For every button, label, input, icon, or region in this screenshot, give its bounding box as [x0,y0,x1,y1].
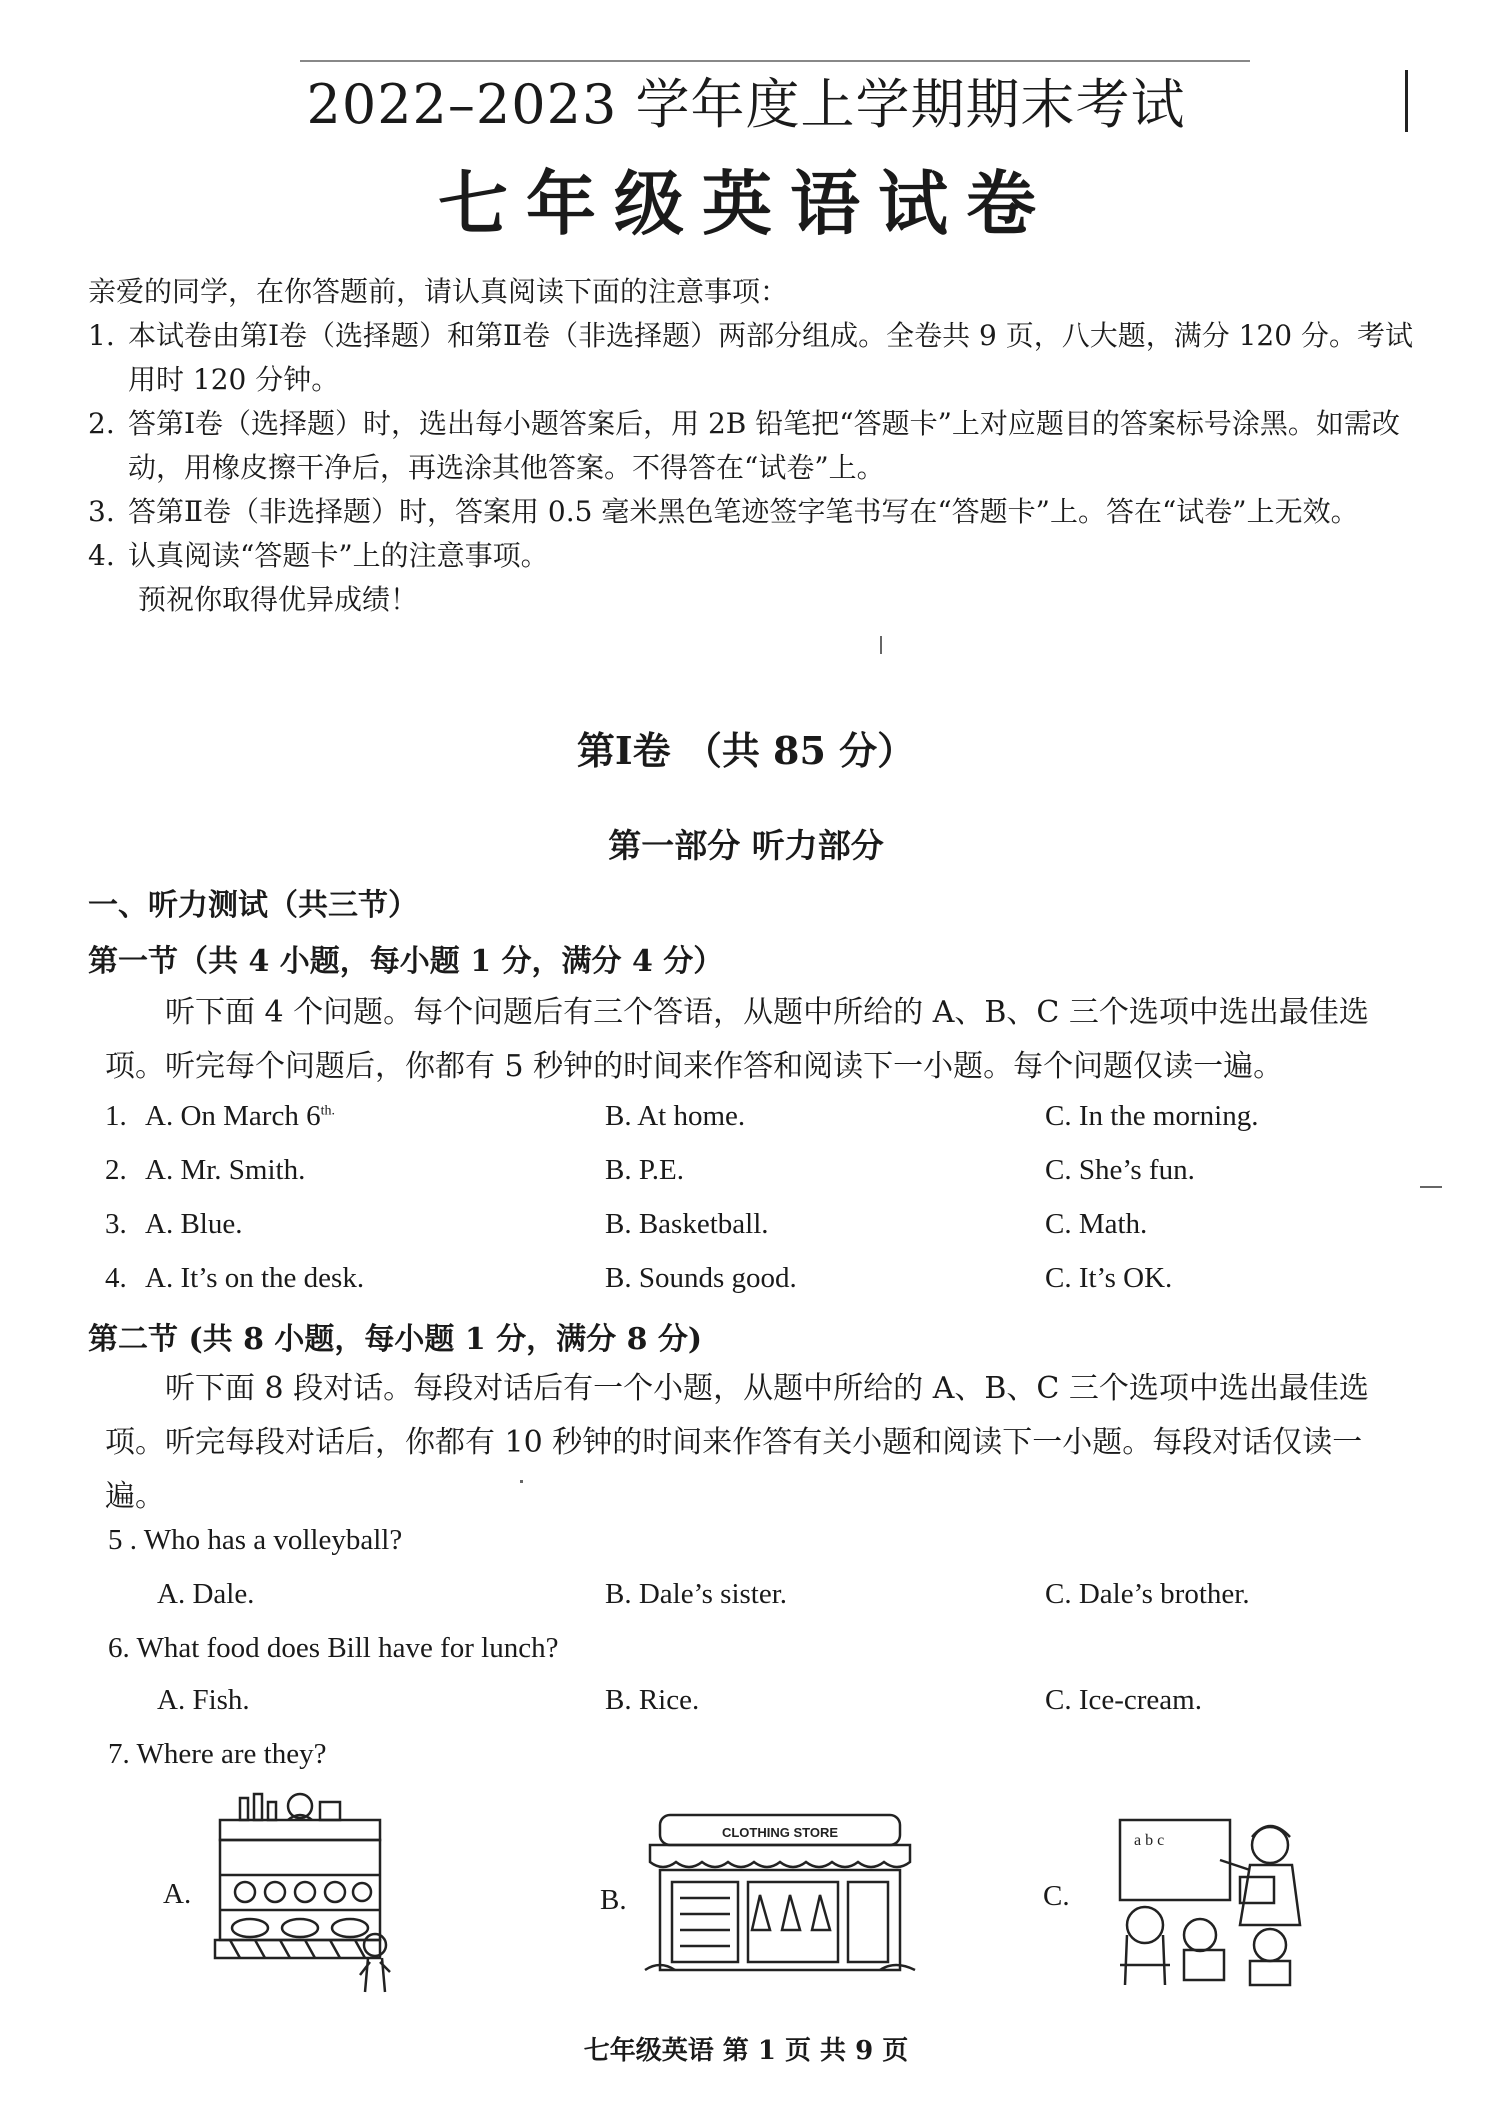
question-7-stem: 7. Where are they? [108,1738,327,1770]
notice-block [88,270,1418,622]
picture-label-b[interactable]: B. [600,1884,627,1916]
exam-year-title: 2022–2023 学年度上学期期末考试 [306,73,1186,136]
question-5-stem: 5 . Who has a volleyball? [108,1524,403,1556]
section1-instructions: 听下面 4 个问题。每个问题后有三个答语，从题中所给的 A、B、C 三个选项中选出最佳选项。听完每个问题后，你都有 5 秒钟的时间来作答和阅读下一小题。每个问题仅读一遍。 [105,995,1369,1084]
option-b[interactable]: B. Sounds good. [605,1262,797,1294]
notice-wish: 预祝你取得优异成绩！ [138,583,419,616]
volume-title: 第Ⅰ卷 （共 85 分） [576,728,916,773]
notice-item-3: 3. 答第Ⅱ卷（非选择题）时，答案用 0.5 毫米黑色笔迹签字笔书写在“答题卡”上。答在“试卷”上无效。 [88,495,1359,528]
scan-mark [520,1480,523,1483]
option-a[interactable]: A. Blue. [145,1208,243,1240]
section1-heading: 第一节（共 4 小题，每小题 1 分，满分 4 分） [88,944,724,979]
notice-intro: 亲爱的同学，在你答题前，请认真阅读下面的注意事项： [88,275,789,308]
food-shop-picture [210,1780,410,1995]
picture-label-a[interactable]: A. [163,1878,192,1910]
option-c[interactable]: C. She’s fun. [1045,1154,1195,1186]
option-b[interactable]: B. Rice. [605,1684,700,1716]
option-b[interactable]: B. At home. [605,1100,746,1132]
notice-item-4: 4. 认真阅读“答题卡”上的注意事项。 [88,539,549,572]
option-b[interactable]: B. Basketball. [605,1208,769,1240]
question-3: 3. A. Blue. B. Basketball. C. Math. [105,1208,1148,1240]
option-a[interactable]: A. It’s on the desk. [145,1262,365,1294]
exam-main-title: 七年级英语试卷 [438,163,1054,245]
scan-mark [880,636,882,654]
picture-label-c[interactable]: C. [1043,1880,1070,1912]
option-c[interactable]: C. Ice-cream. [1045,1684,1202,1716]
option-b[interactable]: B. Dale’s sister. [605,1578,788,1610]
part-title: 第一部分 听力部分 [608,826,884,865]
section2-heading: 第二节 (共 8 小题，每小题 1 分，满分 8 分) [88,1322,703,1357]
option-a[interactable]: A. Mr. Smith. [145,1154,306,1186]
classroom-picture [1100,1815,1320,1995]
question-2: 2. A. Mr. Smith. B. P.E. C. She’s fun. [105,1154,1195,1186]
option-a[interactable]: A. Fish. [157,1684,250,1716]
option-a[interactable]: A. Dale. [157,1578,255,1610]
scan-mark [1420,1186,1442,1188]
notice-item-2: 2. 答第Ⅰ卷（选择题）时，选出每小题答案后，用 2B 铅笔把“答题卡”上对应题目的答案标号涂黑。如需改动，用橡皮擦干净后，再选涂其他答案。不得答在“试卷”上。 [88,407,1400,484]
board-text: a b c [1134,1832,1165,1849]
question-6-stem: 6. What food does Bill have for lunch? [108,1632,559,1664]
clothing-store-picture [640,1810,920,1980]
page-footer: 七年级英语 第 1 页 共 9 页 [583,2036,909,2066]
question-4: 4. A. It’s on the desk. B. Sounds good. C. It’s OK. [105,1262,1173,1294]
option-a[interactable]: A. On March $6^{th.}$ [145,1100,335,1132]
listening-heading: 一、听力测试（共三节） [88,888,418,923]
question-5-options [105,1578,1405,1630]
store-sign: CLOTHING STORE [721,1825,839,1840]
option-c[interactable]: C. Dale’s brother. [1045,1578,1250,1610]
notice-item-1: 1. 本试卷由第Ⅰ卷（选择题）和第Ⅱ卷（非选择题）两部分组成。全卷共 9 页，八大题，满分 120 分。考试用时 120 分钟。 [88,319,1413,396]
question-6-options [105,1684,1405,1736]
option-c[interactable]: C. Math. [1045,1208,1148,1240]
option-c[interactable]: C. In the morning. [1045,1100,1259,1132]
section2-instructions: 听下面 8 段对话。每段对话后有一个小题，从题中所给的 A、B、C 三个选项中选出最佳选项。听完每段对话后，你都有 10 秒钟的时间来作答有关小题和阅读下一小题。每段对话仅读一遍。 [105,1371,1369,1514]
question-1: 1. A. On March $6^{th.}$ B. At home. C. In the morning. [105,1100,1259,1132]
option-b[interactable]: B. P.E. [605,1154,684,1186]
option-c[interactable]: C. It’s OK. [1045,1262,1173,1294]
